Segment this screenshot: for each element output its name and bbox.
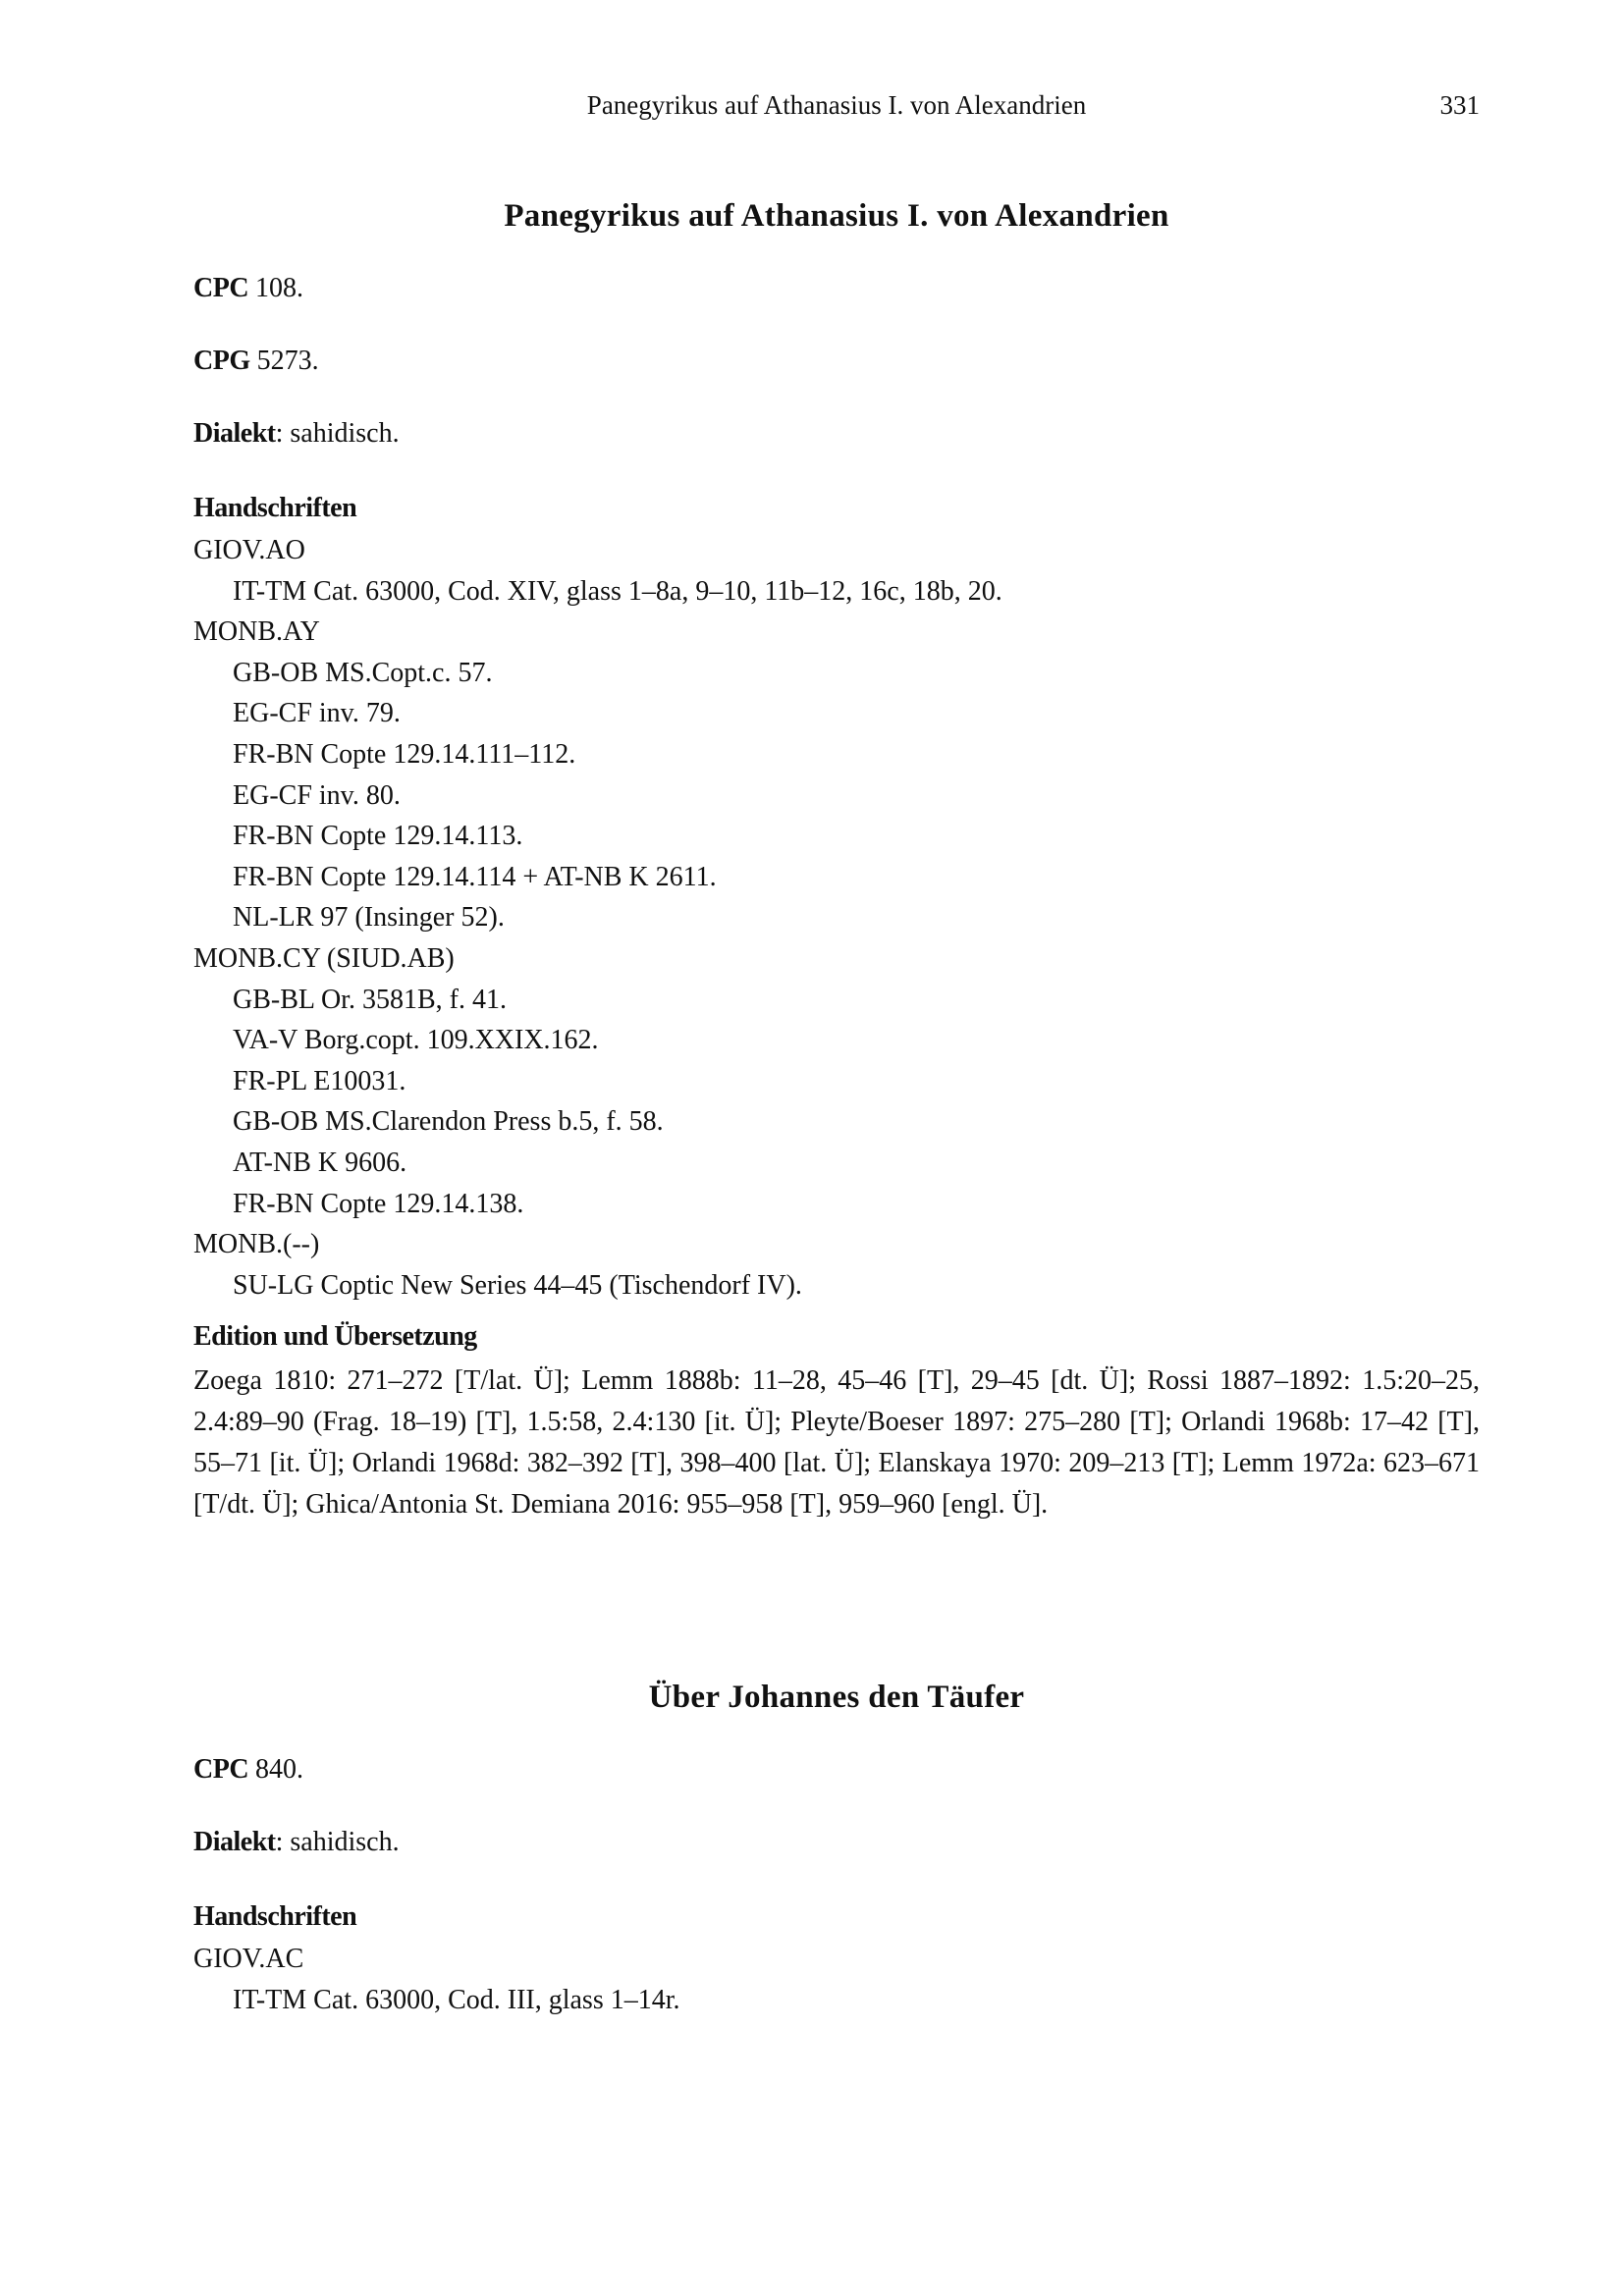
manuscripts-list (193, 530, 1480, 1306)
dialect-value: sahidisch. (290, 1827, 400, 1857)
dialect-value: sahidisch. (290, 418, 400, 449)
manuscript-shelfmark: FR-BN Copte 129.14.113. (233, 821, 523, 852)
manuscript-shelfmark: VA-V Borg.copt. 109.XXIX.162. (233, 1025, 599, 1056)
manuscript-codex: MONB.(--) (193, 1229, 320, 1260)
manuscript-shelfmark: IT-TM Cat. 63000, Cod. XIV, glass 1–8a, 9–10, 11b–12, 16c, 18b, 20. (233, 575, 1002, 607)
document-page (193, 0, 1480, 2296)
dialect-label: Dialekt (193, 1827, 276, 1857)
manuscript-shelfmark: EG-CF inv. 80. (233, 779, 401, 811)
dialect-field: Dialekt: sahidisch. (193, 418, 400, 449)
manuscript-shelfmark: FR-BN Copte 129.14.138. (233, 1188, 524, 1219)
edition-heading: Edition und Übersetzung (193, 1321, 477, 1353)
cpc-field (193, 1752, 1480, 1788)
cpg-field (193, 344, 1480, 379)
manuscripts-list (193, 1939, 1480, 2020)
manuscript-shelfmark: AT-NB K 9606. (233, 1147, 407, 1178)
manuscript-codex: MONB.CY (SIUD.AB) (193, 942, 455, 974)
manuscripts-heading: Handschriften (193, 493, 357, 523)
manuscript-shelfmark: FR-BN Copte 129.14.114 + AT-NB K 2611. (233, 861, 717, 892)
manuscript-codex: GIOV.AO (193, 535, 305, 565)
manuscript-codex: MONB.AY (193, 616, 320, 648)
page-number: 331 (1439, 90, 1480, 120)
manuscript-codex: GIOV.AC (193, 1944, 304, 1974)
manuscript-shelfmark: FR-PL E10031. (233, 1065, 406, 1096)
entry-panegyrikus-athanasius (193, 196, 1480, 1525)
dialect-label: Dialekt (193, 418, 276, 449)
section-title: Über Johannes den Täufer (648, 1680, 1025, 1715)
cpc-label: CPC (193, 1754, 249, 1785)
manuscript-shelfmark: NL-LR 97 (Insinger 52). (233, 902, 505, 934)
cpc-field (193, 271, 1480, 306)
cpc-value: 840. (255, 1754, 304, 1785)
cpc-label: CPC (193, 273, 249, 303)
running-title: Panegyrikus auf Athanasius I. von Alexandrien (586, 90, 1087, 120)
entry-johannes-taeufer (193, 1678, 1480, 2020)
manuscript-shelfmark: GB-OB MS.Clarendon Press b.5, f. 58. (233, 1106, 664, 1138)
edition-text: Zoega 1810: 271–272 [T/lat. Ü]; Lemm 1888b: 11–28, 45–46 [T], 29–45 [dt. Ü]; Rossi 1887–1892: 1.5:20–25, 2.4:89–90 (Frag. 18–19) [T], 1.5:58, 2.4:130 [it. Ü]; Pleyte/Boeser 1897: 275–280 [T]; Orlandi 1968b: 17–42 [T], 55–71 [it. Ü]; Orlandi 1968d: 382–392 [T], 398–400 [lat. Ü]; Elanskaya 1970: 209–213 [T]; Lemm 1972a: 623–671 [T/dt. Ü]; Ghica/Antonia St. Demiana 2016: 955–958 [T], 959–960 [engl. Ü]. (193, 1365, 1480, 1521)
manuscript-shelfmark: SU-LG Coptic New Series 44–45 (Tischendorf IV). (233, 1269, 802, 1301)
manuscript-shelfmark: IT-TM Cat. 63000, Cod. III, glass 1–14r. (233, 1984, 680, 2015)
manuscript-shelfmark: FR-BN Copte 129.14.111–112. (233, 738, 576, 770)
manuscript-shelfmark: GB-OB MS.Copt.c. 57. (233, 657, 493, 688)
running-header (193, 90, 1480, 130)
manuscript-shelfmark: GB-BL Or. 3581B, f. 41. (233, 984, 507, 1015)
manuscripts-heading: Handschriften (193, 1901, 357, 1932)
section-title: Panegyrikus auf Athanasius I. von Alexandrien (504, 198, 1169, 234)
dialect-field: Dialekt: sahidisch. (193, 1827, 400, 1857)
manuscript-shelfmark: EG-CF inv. 79. (233, 698, 401, 729)
cpg-label: CPG (193, 346, 250, 376)
cpg-value: 5273. (256, 346, 319, 376)
cpc-value: 108. (255, 273, 304, 303)
